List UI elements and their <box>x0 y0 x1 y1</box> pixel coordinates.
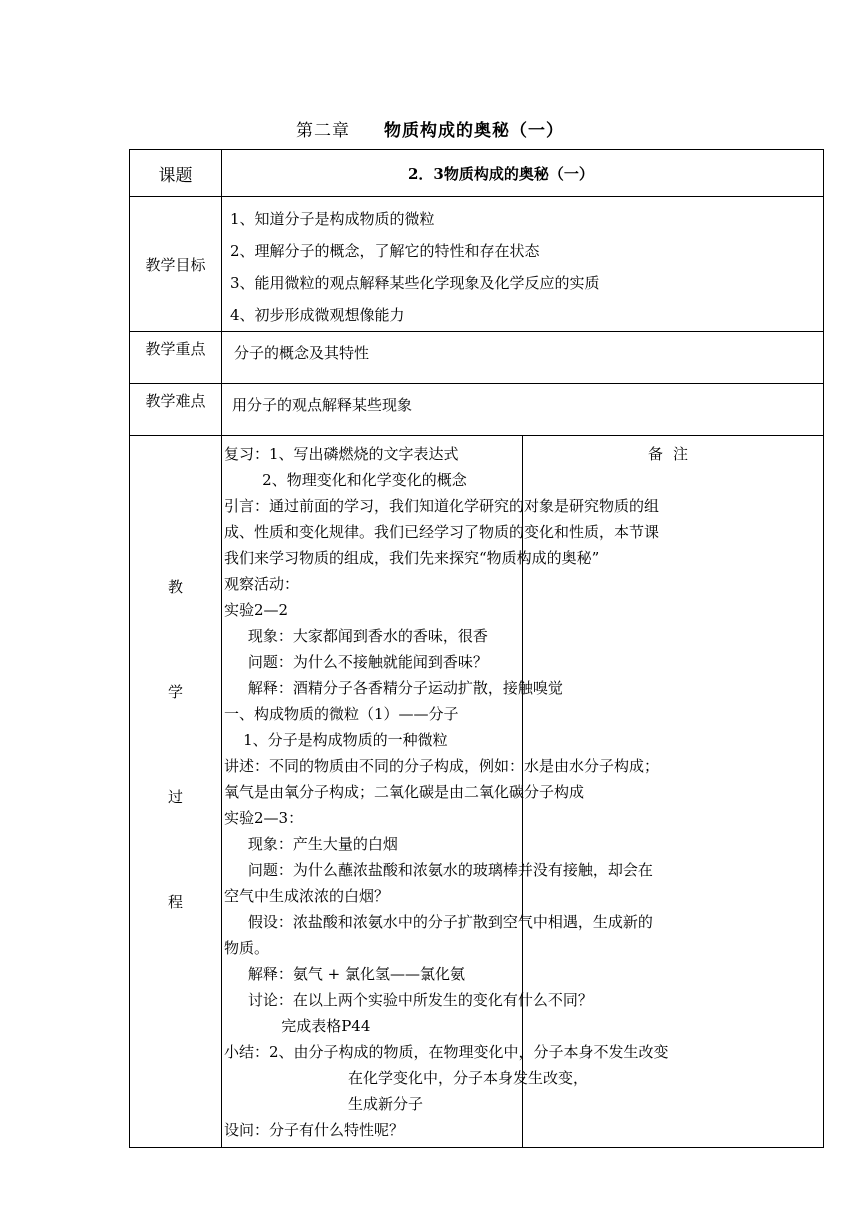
process-line: 问题：为什么蘸浓盐酸和浓氨水的玻璃棒并没有接触，却会在 <box>224 861 653 879</box>
process-line: 实验2—2 <box>224 601 289 619</box>
process-line: 在化学变化中，分子本身发生改变， <box>224 1069 588 1087</box>
goals-list <box>222 197 824 332</box>
process-line: 氧气是由氧分子构成；二氧化碳是由二氧化碳分子构成 <box>224 783 585 801</box>
process-row <box>130 436 824 1148</box>
process-line: 引言：通过前面的学习，我们知道化学研究的对象是研究物质的组 <box>224 497 660 515</box>
process-line: 解释：酒精分子各香精分子运动扩散，接触嗅觉 <box>224 679 563 697</box>
process-line: 问题：为什么不接触就能闻到香味？ <box>224 653 488 671</box>
title-chapter: 第二章 <box>296 121 350 141</box>
note-column: 备注 <box>523 436 824 1148</box>
process-line: 复习：1、写出磷燃烧的文字表达式 <box>224 445 459 463</box>
topic-label: 课题 <box>130 150 222 197</box>
key-point-value: 分子的概念及其特性 <box>222 332 824 384</box>
process-line: 完成表格P44 <box>224 1017 371 1035</box>
process-line: 空气中生成浓浓的白烟？ <box>224 887 390 905</box>
topic-value: 2．3物质构成的奥秘（一） <box>222 150 824 197</box>
process-label <box>130 436 222 1148</box>
goal-item: 1、知道分子是构成物质的微粒 <box>230 210 435 228</box>
key-point-row <box>130 332 824 384</box>
process-line: 成、性质和变化规律。我们已经学习了物质的变化和性质，本节课 <box>224 523 660 541</box>
difficulty-label: 教学难点 <box>130 384 222 436</box>
process-line: 1、分子是构成物质的一种微粒 <box>224 731 448 749</box>
process-line: 观察活动： <box>224 575 300 593</box>
process-label-char: 程 <box>167 893 183 911</box>
process-line: 一、构成物质的微粒（1）——分子 <box>224 705 459 723</box>
lesson-plan-table <box>129 149 824 1148</box>
key-point-label: 教学重点 <box>130 332 222 384</box>
process-line: 2、物理变化和化学变化的概念 <box>224 471 467 489</box>
page-title <box>0 116 860 141</box>
process-line: 假设：浓盐酸和浓氨水中的分子扩散到空气中相遇，生成新的 <box>224 913 653 931</box>
process-line: 物质。 <box>224 939 270 957</box>
goal-item: 3、能用微粒的观点解释某些化学现象及化学反应的实质 <box>230 274 600 292</box>
process-line: 小结：2、由分子构成的物质，在物理变化中，分子本身不发生改变 <box>224 1043 669 1061</box>
title-name: 物质构成的奥秘（一） <box>384 121 564 141</box>
process-label-char: 学 <box>167 683 183 701</box>
difficulty-row <box>130 384 824 436</box>
process-line: 生成新分子 <box>224 1095 423 1113</box>
goals-row <box>130 197 824 332</box>
process-line: 现象：大家都闻到香水的香味，很香 <box>224 627 488 645</box>
process-line: 实验2—3： <box>224 809 304 827</box>
process-content <box>222 436 669 1148</box>
goal-item: 2、理解分子的概念，了解它的特性和存在状态 <box>230 242 540 260</box>
difficulty-value: 用分子的观点解释某些现象 <box>222 384 824 436</box>
process-line: 解释：氨气 + 氯化氢——氯化氨 <box>224 965 465 983</box>
goals-label: 教学目标 <box>130 197 222 332</box>
topic-row <box>130 150 824 197</box>
goal-item: 4、初步形成微观想像能力 <box>230 306 405 324</box>
process-label-char: 教 <box>167 578 183 596</box>
process-line: 我们来学习物质的组成，我们先来探究“物质构成的奥秘” <box>224 549 600 567</box>
process-line: 现象：产生大量的白烟 <box>224 835 398 853</box>
process-label-char: 过 <box>167 788 183 806</box>
process-line: 设问：分子有什么特性呢？ <box>224 1121 405 1139</box>
process-line: 讲述：不同的物质由不同的分子构成，例如：水是由水分子构成； <box>224 757 660 775</box>
process-line: 讨论：在以上两个实验中所发生的变化有什么不同？ <box>224 991 593 1009</box>
